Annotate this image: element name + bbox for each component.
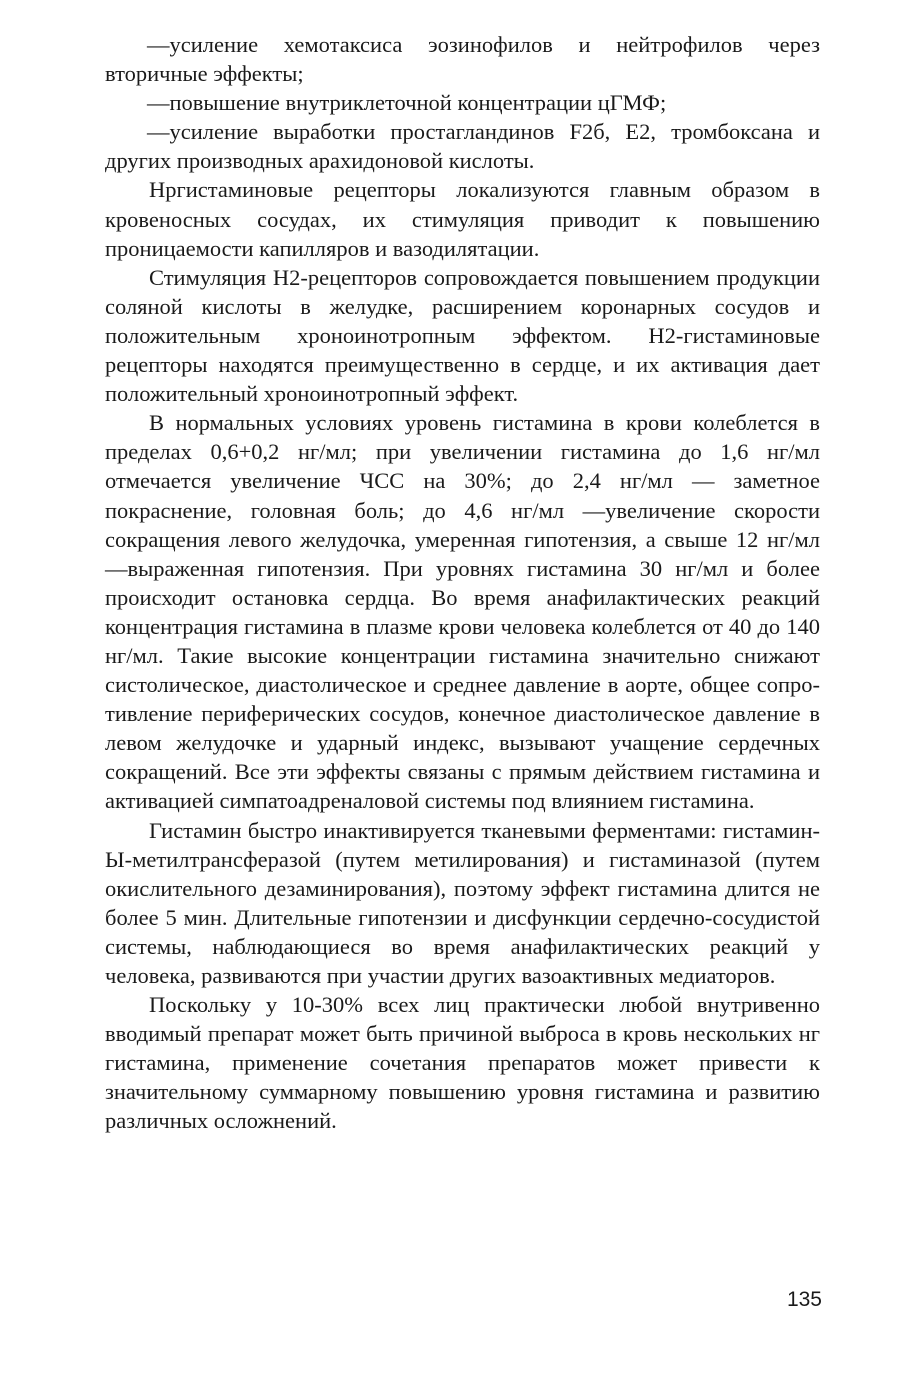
- paragraph-histamine-levels: В нормальных условиях уровень гистамина в крови колеблется в пределах 0,6+0,2 нг/мл; при увеличении гистамина до 1,6 нг/мл отмечается увеличение ЧСС на 30%; до 2,4 нг/мл — заметное покраснение, головная боль; до 4,6 нг/мл —увеличение скорости сокращения левого желудочка, умеренная гипотензия, а свыше 12 нг/мл —выраженная гипотензия. При уровнях гистамина 30 нг/мл и более происходит остановка сердца. Во время анафилактических реакций концентрация гистамина в плазме крови человека колеблется от 40 до 140 нг/мл. Такие высокие концентрации гистамина значительно снижают систолическое, диастолическое и среднее давление в аорте, общее сопротивление периферических сосудов, конечное диастолическое давление в левом желудочке и ударный индекс, вызывают учащение сердечных сокращений. Все эти эффекты связаны с прямым действием гистамина и активацией симпатоадреналовой системы под влиянием гистамина.: [105, 410, 820, 814]
- paragraph-drug-combination: Поскольку у 10-30% всех лиц практически любой внутривенно вводимый препарат может быть причиной выброса в кровь нескольких нг гистамина, применение сочетания препаратов может привести к значительному суммарному повышению уровня гистамина и развитию различных осложнений.: [105, 992, 820, 1134]
- page-body: [105, 30, 820, 1136]
- list-item-cgmp: —повышение внутриклеточной концентрации цГМФ;: [147, 90, 667, 116]
- paragraph-h2-stimulation: Стимуляция Н2-рецепторов сопровождается повышением продукции соляной кислоты в желудке, расширением коронарных сосудов и положительным хроноинотропным эффектом. Н2-гистаминовые рецепторы находятся преимущественно в сердце, и их активация дает положительный хроноинотропный эффект.: [105, 264, 820, 407]
- paragraph-histamine-inactivation: Гистамин быстро инактивируется тканевыми ферментами: гистамин-Ы-метилтрансферазой (путем метилирования) и гистаминазой (путем окислительного дезаминирования), поэтому эффект гистамина длится не более 5 мин. Длительные гипотензии и дисфункции сердечно-сосудистой системы, наблюдающиеся во время анафилактических реакций у человека, развиваются при участии других вазоактивных медиаторов.: [105, 817, 820, 988]
- paragraph-h1-receptors: Нргистаминовые рецепторы локализуются главным образом в кровеносных сосудах, их стимуляция приводит к повышению проницаемости капилляров и вазодилятации.: [105, 177, 820, 261]
- page-number: 135: [786, 1288, 822, 1311]
- list-item-chemotaxis: —усиление хемотаксиса эозинофилов и нейтрофилов через вторичные эффекты;: [105, 32, 820, 87]
- list-item-prostaglandins: —усиление выработки простагландинов F2б, Е2, тромбоксана и других производных арахидоновой кислоты.: [105, 119, 820, 174]
